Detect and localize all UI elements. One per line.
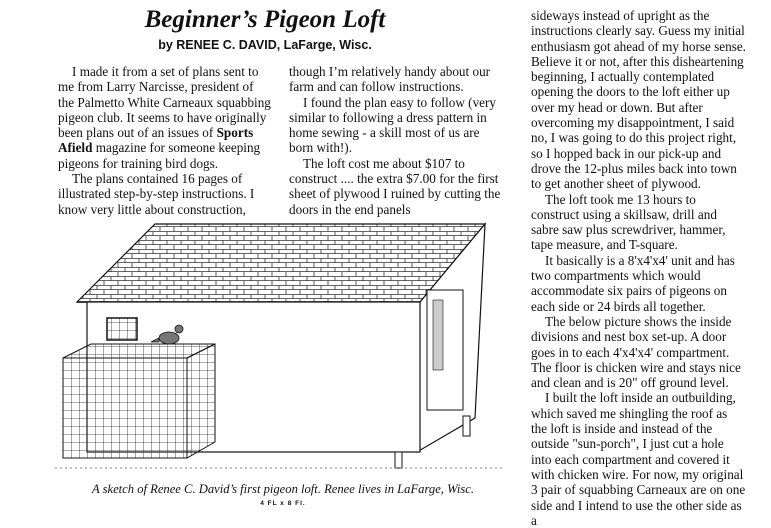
paragraph: I built the loft inside an outbuilding, which saved me shingling the roof as the loft is inside and instead of the outside "sun-porch", I just cut a hole into each compartment and covered it with chicken wire. For now, my original 3 pair of squabbing Carneaux are on one side and I intend to use the other side as a — [531, 390, 746, 528]
paragraph: though I’m relatively handy about our farm and can follow instructions. — [289, 64, 491, 95]
paragraph — [58, 64, 272, 171]
text-run: magazine for someone keeping pigeons for training bird dogs. — [58, 140, 261, 171]
paragraph: It basically is a 8'x4'x4' unit and has two compartments which would accommodate six pairs of pigeons on each side or 24 birds all together. — [531, 252, 735, 314]
paragraph: The below picture shows the inside divisions and nest box set-up. A door goes in to each 4'x4'x4' compartment. The floor is chicken wire and stays nice and clean and is 20" off ground level. — [531, 313, 741, 391]
paragraph: I found the plan easy to follow (very similar to following a dress pattern in home sewing - a skill most of us are born with!). — [289, 94, 496, 156]
loft-window — [107, 318, 137, 340]
paragraph: The loft took me 13 hours to construct using a skillsaw, drill and sabre saw plus screwdriver, hammer, tape measure, and T-square. — [531, 191, 726, 253]
roof — [77, 224, 485, 302]
side-door — [427, 290, 463, 410]
paragraph: sideways instead of upright as the instructions clearly say. Guess my initial enthusiasm got ahead of my horse sense. Believe it or not, after this disheartening beginning, I actually contemplated opening the doors to the loft either up over my head or down. But after overcoming my disappointment, I said no, I was going to do this project right, so I hopped back in our pick-up and drove the 12-plus miles back into town to get another sheet of plywood. — [531, 8, 746, 192]
pigeon-loft-sketch — [55, 218, 505, 476]
column-1 — [58, 64, 272, 217]
figure-dimensions: 4 FL x 8 FI. — [260, 500, 306, 507]
magazine-name: Sports Afield — [58, 125, 254, 156]
paragraph: The loft cost me about $107 to construct .... the extra $7.00 for the first sheet of plywood I ruined by cutting the doors in the end panels — [289, 155, 501, 217]
column-2 — [289, 64, 505, 217]
figure-caption: A sketch of Renee C. David’s first pigeon loft. Renee lives in LaFarge, Wisc. — [91, 482, 475, 496]
column-3 — [531, 8, 746, 528]
paragraph: The plans contained 16 pages of illustrated step-by-step instructions. I know very little about construction, — [58, 171, 255, 217]
article-title: Beginner’s Pigeon Loft — [144, 6, 386, 33]
byline: by RENEE C. DAVID, LaFarge, Wisc. — [158, 38, 372, 52]
text-run: I made it from a set of plans sent to me from Larry Narcisse, president of the Palmetto White Carneaux squabbing pigeon club. It seems to have originally been plans out of an issues of — [58, 64, 271, 141]
